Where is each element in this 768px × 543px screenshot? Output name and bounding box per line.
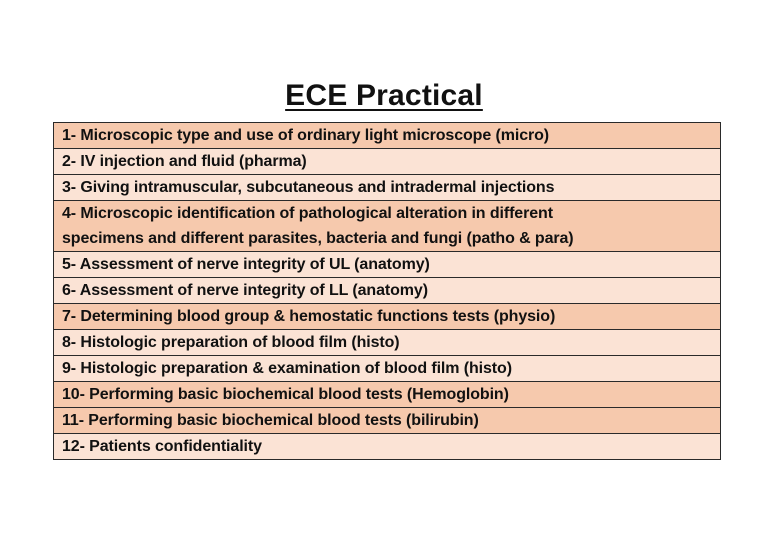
list-item-12: 12- Patients confidentiality — [54, 434, 721, 460]
list-item-6: 6- Assessment of nerve integrity of LL (anatomy) — [54, 278, 721, 304]
table-row — [54, 408, 721, 434]
list-item-3: 3- Giving intramuscular, subcutaneous and intradermal injections — [54, 175, 721, 201]
table-row — [54, 278, 721, 304]
list-item-8: 8- Histologic preparation of blood film (histo) — [54, 330, 721, 356]
table-row — [54, 123, 721, 149]
table-row — [54, 330, 721, 356]
table-row — [54, 175, 721, 201]
list-item-10: 10- Performing basic biochemical blood tests (Hemoglobin) — [54, 382, 721, 408]
list-item-4-line-2: specimens and different parasites, bacteria and fungi (patho & para) — [62, 230, 574, 247]
list-item-2: 2- IV injection and fluid (pharma) — [54, 149, 721, 175]
list-item-4-line-1: 4- Microscopic identification of pathological alteration in different — [62, 205, 553, 222]
list-item-9: 9- Histologic preparation & examination of blood film (histo) — [54, 356, 721, 382]
list-item-5: 5- Assessment of nerve integrity of UL (anatomy) — [54, 252, 721, 278]
table-row — [54, 149, 721, 175]
table-row — [54, 356, 721, 382]
list-item-4 — [54, 201, 721, 252]
table-row — [54, 434, 721, 460]
table-row — [54, 382, 721, 408]
page-title-text: ECE Practical — [285, 79, 483, 112]
practical-list-table — [53, 122, 721, 460]
table-row — [54, 201, 721, 252]
table-row — [54, 304, 721, 330]
page-title — [0, 76, 768, 116]
list-item-7: 7- Determining blood group & hemostatic functions tests (physio) — [54, 304, 721, 330]
list-item-1: 1- Microscopic type and use of ordinary light microscope (micro) — [54, 123, 721, 149]
table-row — [54, 252, 721, 278]
list-item-11: 11- Performing basic biochemical blood tests (bilirubin) — [54, 408, 721, 434]
